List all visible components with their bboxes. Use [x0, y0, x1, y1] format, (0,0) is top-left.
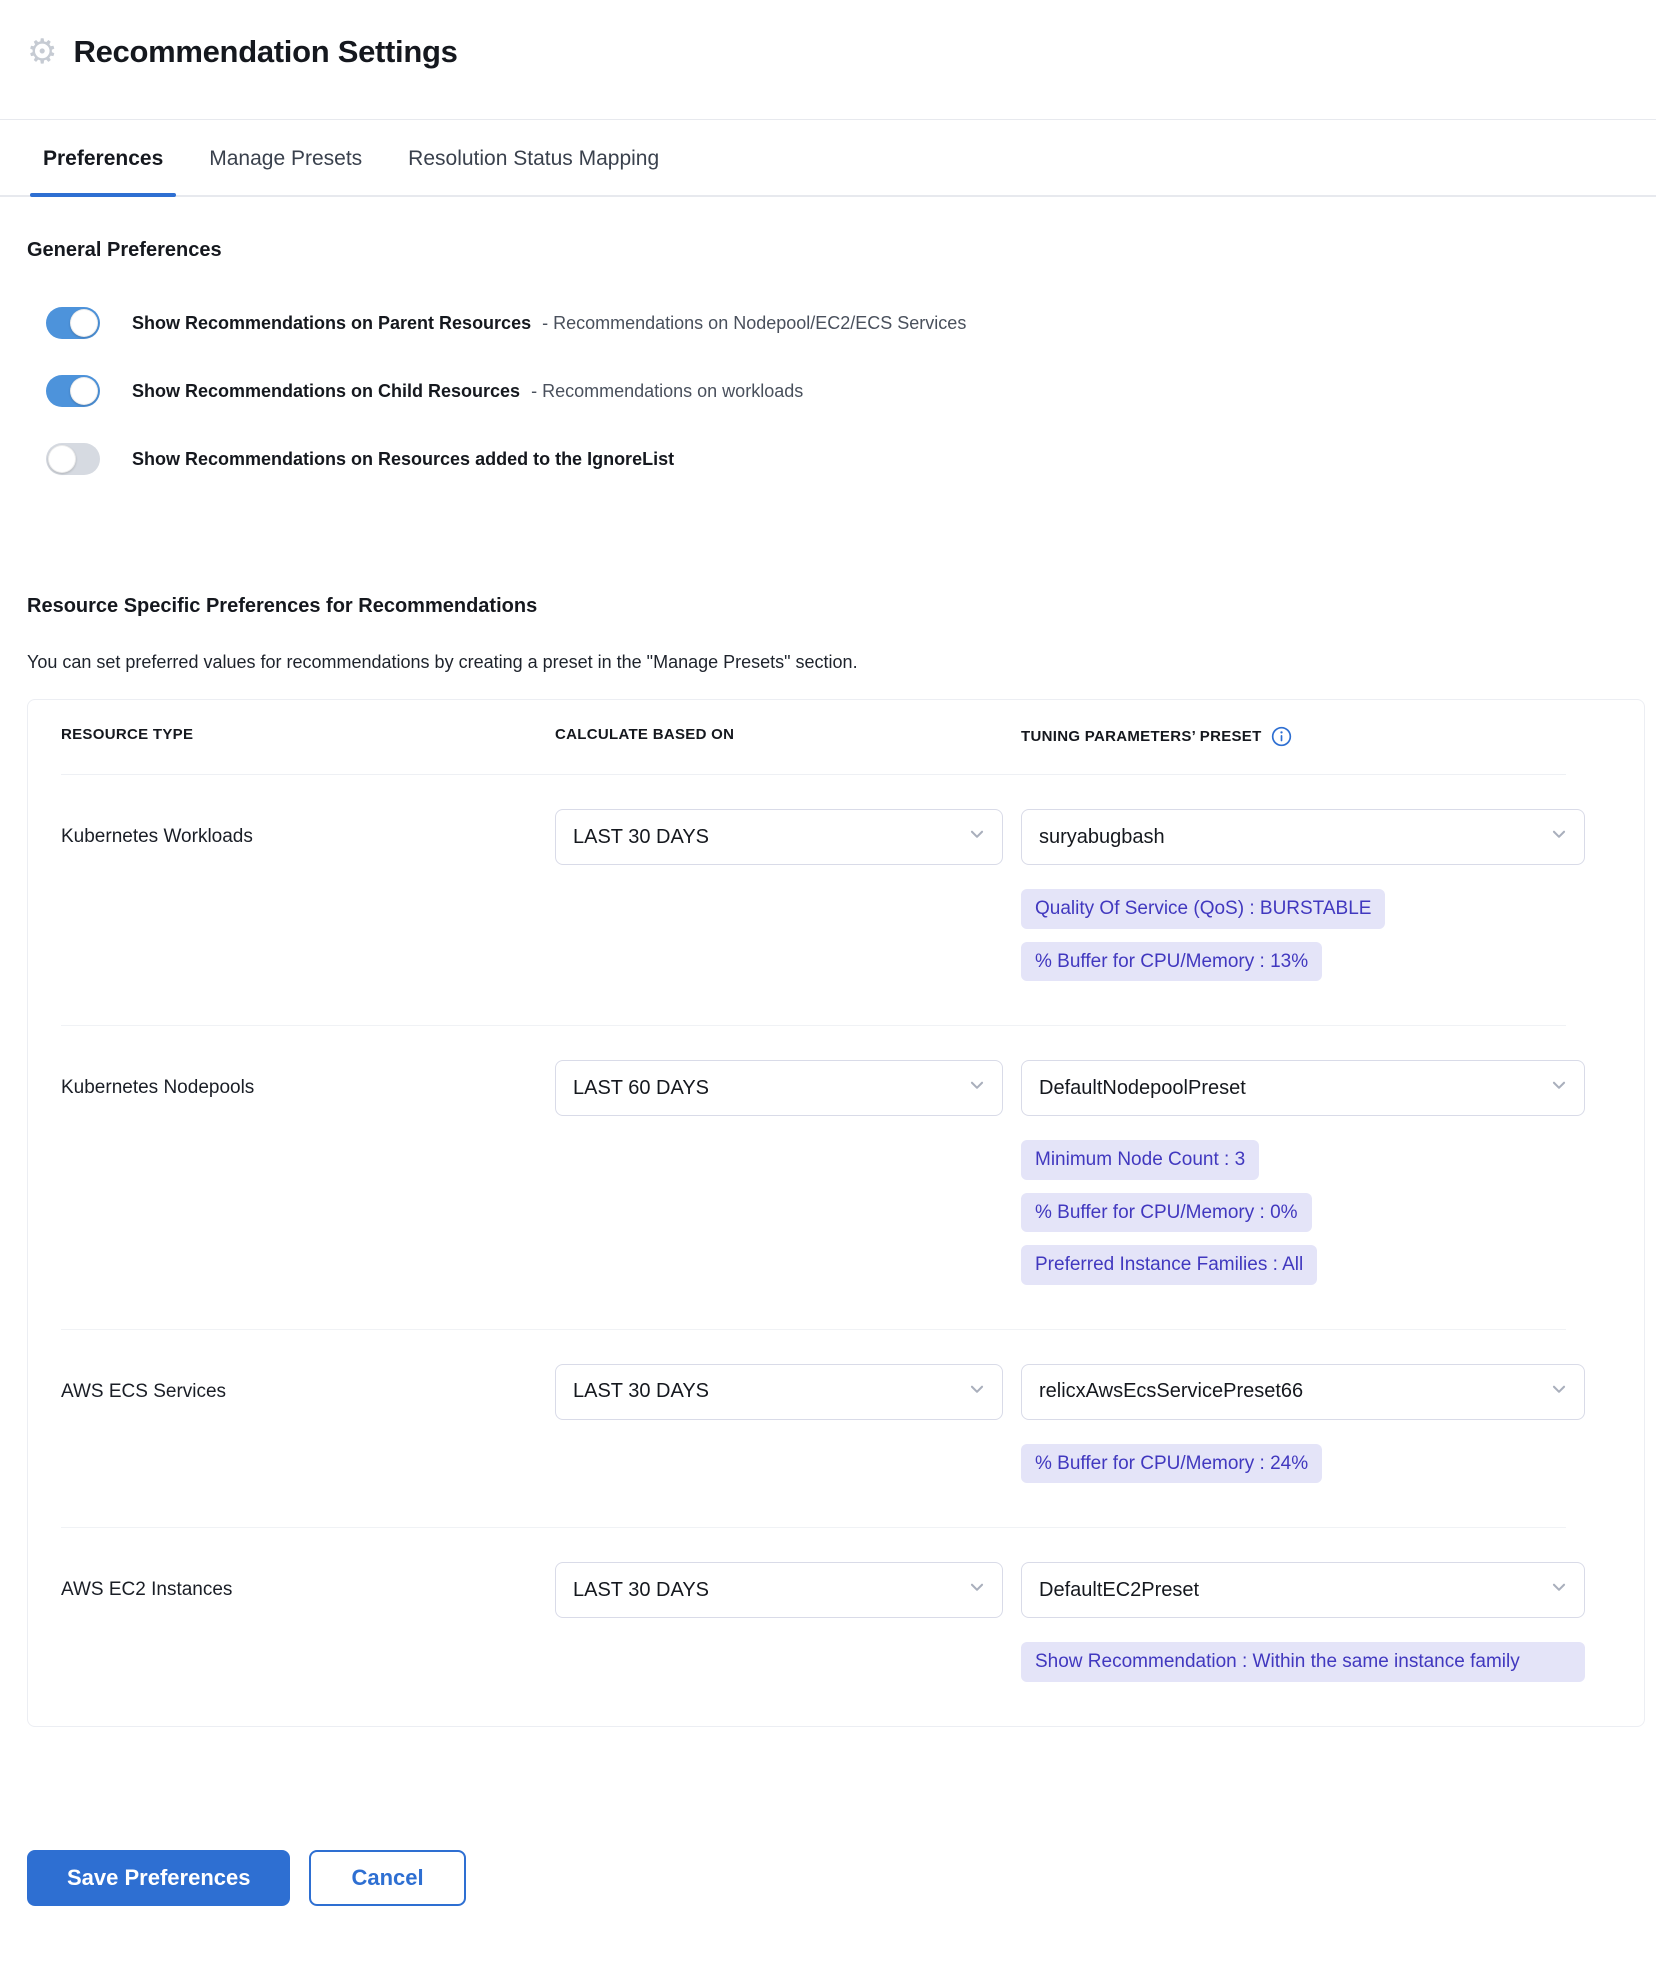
- toggle-description: - Recommendations on workloads: [531, 381, 804, 401]
- calculate-based-on-select[interactable]: [555, 1364, 1003, 1420]
- toggle-description: - Recommendations on Nodepool/EC2/ECS Services: [542, 313, 967, 333]
- tab-label: Preferences: [43, 147, 164, 170]
- resource-preferences-heading: Resource Specific Preferences for Recommendations: [27, 595, 538, 617]
- preset-select[interactable]: [1021, 1364, 1585, 1420]
- page-title: Recommendation Settings: [73, 34, 458, 69]
- preset-cell: [1021, 1060, 1585, 1285]
- chevron-down-icon: [1550, 1076, 1568, 1100]
- select-value: LAST 60 DAYS: [573, 1076, 709, 1099]
- select-value: DefaultEC2Preset: [1039, 1578, 1200, 1601]
- toggle-row-child-resources: [46, 375, 1629, 407]
- general-preferences-section: [27, 239, 1629, 475]
- chevron-down-icon: [968, 825, 986, 849]
- toggle-label: Show Recommendations on Resources added to the IgnoreList: [132, 449, 675, 469]
- preset-badge: % Buffer for CPU/Memory : 13%: [1021, 942, 1322, 982]
- preset-select[interactable]: [1021, 1562, 1585, 1618]
- toggle-text: [132, 310, 966, 336]
- tab-label: Resolution Status Mapping: [408, 147, 660, 170]
- info-icon[interactable]: [1271, 726, 1292, 747]
- column-header-calculate-based-on: CALCULATE BASED ON: [555, 726, 735, 743]
- preset-badge: Minimum Node Count : 3: [1021, 1140, 1259, 1180]
- resource-preferences-table: [27, 699, 1645, 1727]
- toggle-child-resources[interactable]: [46, 375, 100, 407]
- preset-cell: [1021, 1562, 1585, 1682]
- resource-preferences-section: [27, 595, 1656, 1727]
- cancel-button[interactable]: Cancel: [309, 1850, 465, 1906]
- table-header-row: [61, 700, 1566, 775]
- preset-cell: [1021, 1364, 1585, 1484]
- save-preferences-button[interactable]: Save Preferences: [27, 1850, 290, 1906]
- toggle-knob: [48, 445, 76, 473]
- preset-badges: [1021, 1140, 1585, 1285]
- toggle-parent-resources[interactable]: [46, 307, 100, 339]
- tab-label: Manage Presets: [209, 147, 363, 170]
- calculate-based-on-select[interactable]: [555, 1562, 1003, 1618]
- toggle-ignorelist[interactable]: [46, 443, 100, 475]
- toggle-list: [46, 307, 1629, 475]
- toggle-row-parent-resources: [46, 307, 1629, 339]
- preset-badge: Preferred Instance Families : All: [1021, 1245, 1317, 1285]
- select-value: relicxAwsEcsServicePreset66: [1039, 1380, 1304, 1403]
- select-value: LAST 30 DAYS: [573, 1578, 709, 1601]
- preset-cell: [1021, 809, 1585, 981]
- table-row: [61, 1025, 1566, 1329]
- tab-preferences[interactable]: [30, 147, 176, 195]
- toggle-knob: [70, 377, 98, 405]
- preset-select[interactable]: [1021, 809, 1585, 865]
- tab-manage-presets[interactable]: [196, 147, 375, 195]
- tab-bar: [0, 120, 1656, 197]
- preset-badge: % Buffer for CPU/Memory : 24%: [1021, 1444, 1322, 1484]
- resource-type-label: AWS ECS Services: [61, 1380, 227, 1402]
- select-value: LAST 30 DAYS: [573, 1380, 709, 1403]
- general-preferences-heading: General Preferences: [27, 239, 222, 261]
- preset-badges: [1021, 1642, 1585, 1682]
- select-value: DefaultNodepoolPreset: [1039, 1076, 1246, 1099]
- chevron-down-icon: [1550, 1380, 1568, 1404]
- chevron-down-icon: [968, 1578, 986, 1602]
- toggle-text: [132, 378, 803, 404]
- chevron-down-icon: [968, 1380, 986, 1404]
- toggle-knob: [70, 309, 98, 337]
- toggle-label: Show Recommendations on Parent Resources: [132, 313, 532, 333]
- column-header-tuning-preset: TUNING PARAMETERS’ PRESET: [1021, 726, 1585, 747]
- resource-preferences-description: You can set preferred values for recommendations by creating a preset in the "Manage Presets" section.: [27, 652, 858, 672]
- calculate-based-on-select[interactable]: [555, 809, 1003, 865]
- footer-actions: [27, 1850, 1656, 1906]
- toggle-row-ignorelist: [46, 443, 1629, 475]
- chevron-down-icon: [1550, 825, 1568, 849]
- page-header: [0, 0, 1656, 70]
- select-value: suryabugbash: [1039, 825, 1165, 848]
- gear-icon: ⚙: [27, 33, 58, 71]
- column-header-resource-type: RESOURCE TYPE: [61, 726, 194, 743]
- table-row: [61, 1527, 1566, 1726]
- toggle-text: [132, 446, 680, 472]
- preset-badge: % Buffer for CPU/Memory : 0%: [1021, 1193, 1312, 1233]
- select-value: LAST 30 DAYS: [573, 825, 709, 848]
- resource-type-label: Kubernetes Workloads: [61, 826, 253, 847]
- chevron-down-icon: [1550, 1578, 1568, 1602]
- calculate-based-on-select[interactable]: [555, 1060, 1003, 1116]
- resource-type-label: Kubernetes Nodepools: [61, 1077, 255, 1099]
- toggle-label: Show Recommendations on Child Resources: [132, 381, 521, 401]
- table-row: [61, 1329, 1566, 1528]
- preset-badges: [1021, 889, 1585, 981]
- resource-type-label: AWS EC2 Instances: [61, 1579, 233, 1601]
- preset-badges: [1021, 1444, 1585, 1484]
- preset-badge: Quality Of Service (QoS) : BURSTABLE: [1021, 889, 1385, 929]
- preset-select[interactable]: [1021, 1060, 1585, 1116]
- preset-badge: Show Recommendation : Within the same instance family: [1021, 1642, 1585, 1682]
- chevron-down-icon: [968, 1076, 986, 1100]
- table-row: [61, 775, 1566, 1025]
- tab-resolution-status-mapping[interactable]: [395, 147, 672, 195]
